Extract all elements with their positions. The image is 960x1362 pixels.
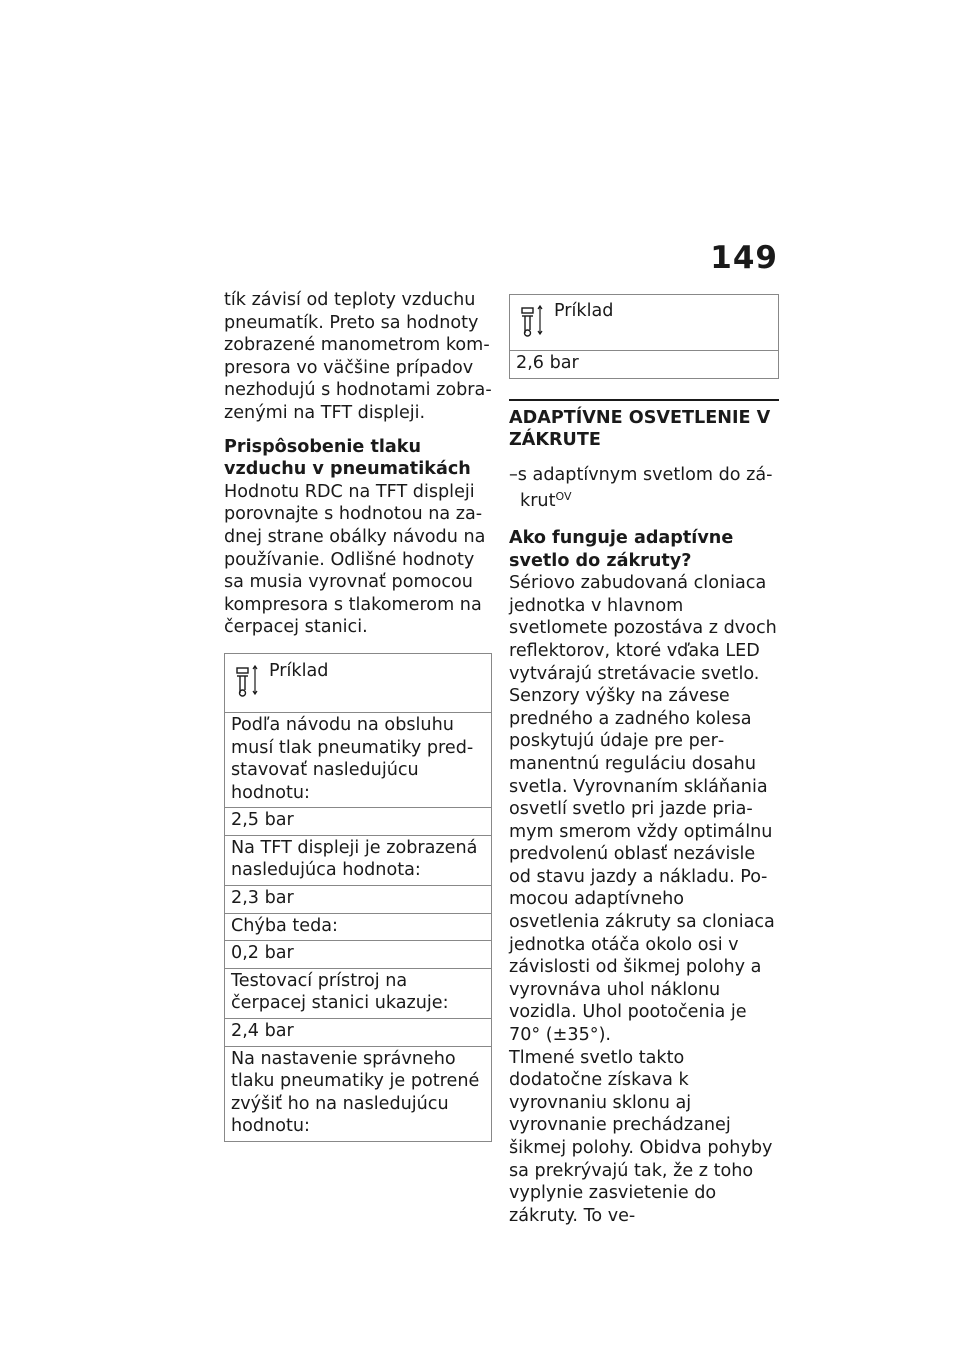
intro-paragraph: tík závisí od teploty vzduchu pneumatík. Preto sa hodnoty zobrazené manometrom kompresora vo väčšine prípadov nezhodujú s hodnotami zobrazenými na TFT displeji. xyxy=(224,290,492,423)
example-row: Podľa návodu na obsluhu musí tlak pneumatiky predstavovať nasledujúcu hodnotu: xyxy=(225,713,491,808)
tire-pressure-paragraph: Hodnotu RDC na TFT displeji porovnajte s hodnotou na zadnej strane obálky návodu na používanie. Odlišné hodnoty sa musia vyrovnať pomocou kompresora s tlakomerom na čerpacej stanici. xyxy=(224,481,486,638)
right-column xyxy=(509,294,779,1238)
pressure-gauge-icon xyxy=(233,660,261,700)
example-row: 2,5 bar xyxy=(225,808,491,836)
page-number: 149 xyxy=(710,240,778,276)
example-row: 2,3 bar xyxy=(225,886,491,914)
pressure-gauge-icon xyxy=(518,300,546,340)
example-row: 0,2 bar xyxy=(225,941,491,969)
example-row: Na TFT displeji je zobrazená nasledujúca hodnota: xyxy=(225,836,491,886)
example-row: 2,4 bar xyxy=(225,1019,491,1047)
section-title: ADAPTÍVNE OSVETLENIE V ZÁKRUTE xyxy=(509,399,779,452)
example-label: Príklad xyxy=(554,301,614,321)
question-heading: Ako funguje adaptívne svetlo do zákruty? xyxy=(509,527,734,571)
example-header xyxy=(225,654,491,713)
adaptive-light-paragraph-2: Tlmené svetlo takto dodatočne získava k vyrovnaniu sklonu aj vyrovnanie prechádzanej šikmej polohy. Obidva pohyby sa prekrývajú tak, že z toho vyplynie zasvietenie do zákruty. To ve- xyxy=(509,1047,773,1226)
example-row: Chýba teda: xyxy=(225,914,491,942)
example-header xyxy=(510,295,778,351)
example-row: Testovací prístroj na čerpacej stanici ukazuje: xyxy=(225,969,491,1019)
bullet-text: –s adaptívnym svetlom do zákrut xyxy=(509,464,773,512)
option-superscript: OV xyxy=(555,490,572,504)
tire-pressure-heading: Prispôsobenie tlaku vzduchu v pneumatikách xyxy=(224,436,471,480)
example-label: Príklad xyxy=(269,660,329,681)
equipment-bullet xyxy=(509,464,779,513)
adaptive-light-paragraph-1: Sériovo zabudovaná cloniaca jednotka v hlavnom svetlomete pozostáva z dvoch reflektorov, ktoré vďaka LED vytvárajú stretávacie svetlo. Senzory výšky na závese predného a zadného kolesa poskytujú údaje pre permanentnú reguláciu dosahu svetla. Vyrovnaním skláňania osvetlí svetlo pri jazde priamym smerom vždy optimálnu predvolenú oblasť nezávisle od stavu jazdy a nákladu. Pomocou adaptívneho osvetlenia zákruty sa cloniaca jednotka otáča okolo osi v závislosti od šikmej polohy a vyrovnáva uhol náklonu vozidla. Uhol pootočenia je 70° (±35°). xyxy=(509,573,777,1046)
example-row: Na nastavenie správneho tlaku pneumatiky je potrené zvýšiť ho na nasledujúcu hodnotu: xyxy=(231,1048,480,1137)
example-row: 2,6 bar xyxy=(516,353,579,373)
example-box-left xyxy=(224,653,492,1142)
example-box-right xyxy=(509,294,779,379)
left-column xyxy=(224,289,492,1142)
